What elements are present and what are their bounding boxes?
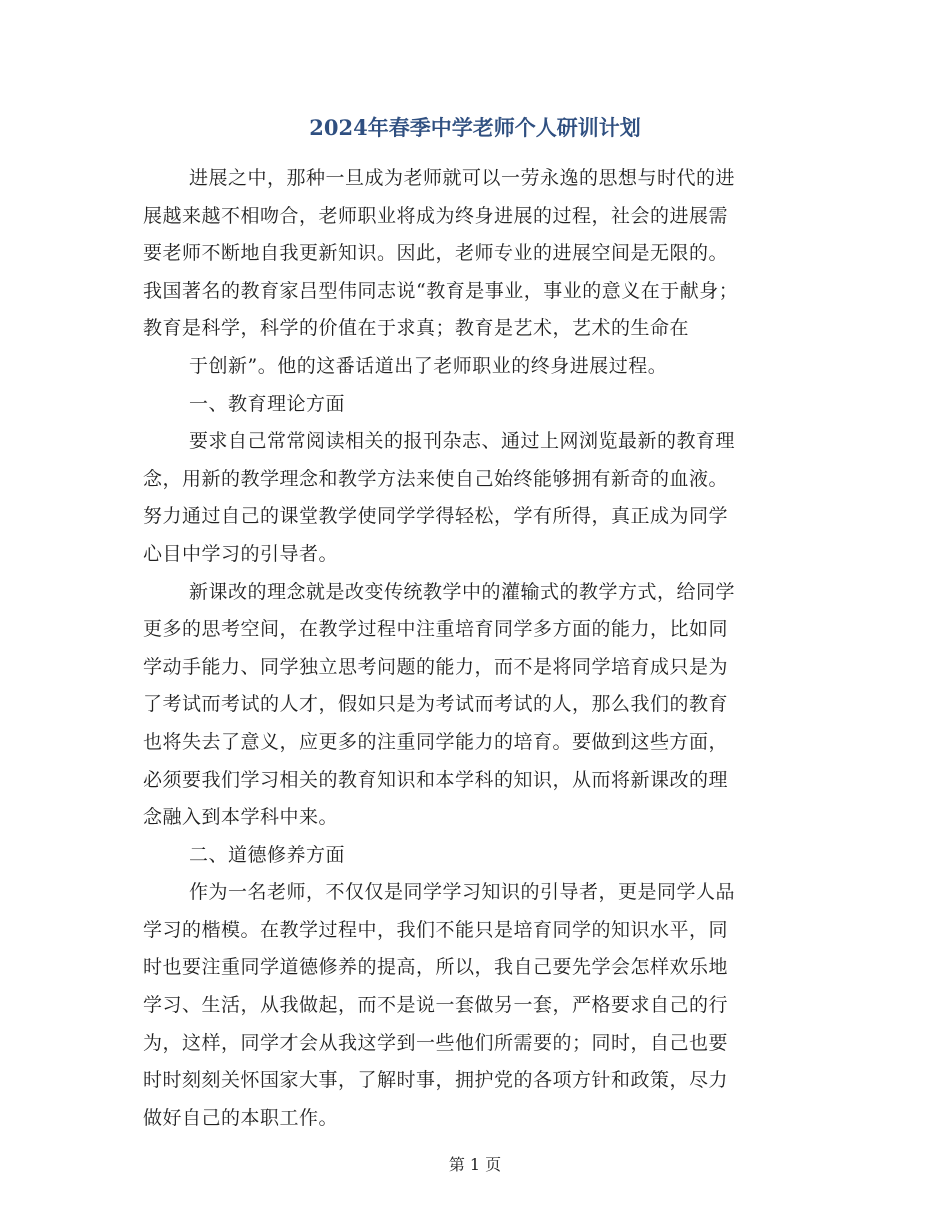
paragraph-line: 时也要注重同学道德修养的提高，所以，我自己要先学会怎样欢乐地: [143, 956, 729, 979]
paragraph-line: 念融入到本学科中来。: [143, 806, 339, 829]
paragraph-line: 我国著名的教育家吕型伟同志说“教育是事业，事业的意义在于献身；: [143, 279, 739, 302]
section-heading: 一、教育理论方面: [189, 392, 346, 415]
section-heading: 二、道德修养方面: [189, 843, 346, 866]
paragraph-line: 心目中学习的引导者。: [143, 542, 339, 565]
paragraph-line: 于创新”。他的这番话道出了老师职业的终身进展过程。: [189, 354, 668, 377]
paragraph-line: 作为一名老师，不仅仅是同学学习知识的引导者，更是同学人品: [189, 881, 736, 904]
paragraph-line: 学动手能力、同学独立思考问题的能力，而不是将同学培育成只是为: [143, 655, 729, 678]
paragraph-line: 念，用新的教学理念和教学方法来使自己始终能够拥有新奇的血液。: [143, 467, 729, 490]
paragraph-line: 新课改的理念就是改变传统教学中的灌输式的教学方式，给同学: [189, 580, 736, 603]
document-body: [143, 160, 813, 1137]
paragraph-line: 要求自己常常阅读相关的报刊杂志、通过上网浏览最新的教育理: [189, 430, 736, 453]
paragraph-line: 教育是科学，科学的价值在于求真；教育是艺术，艺术的生命在: [143, 317, 690, 340]
paragraph-line: 学习、生活，从我做起，而不是说一套做另一套，严格要求自己的行: [143, 994, 729, 1017]
paragraph-line: 展越来越不相吻合，老师职业将成为终身进展的过程，社会的进展需: [143, 204, 729, 227]
page-number: 第 1 页: [448, 1155, 502, 1174]
paragraph-line: 学习的楷模。在教学过程中，我们不能只是培育同学的知识水平，同: [143, 918, 729, 941]
paragraph-line: 了考试而考试的人才，假如只是为考试而考试的人，那么我们的教育: [143, 693, 729, 716]
paragraph-line: 时时刻刻关怀国家大事，了解时事，拥护党的各项方针和政策，尽力: [143, 1069, 729, 1092]
paragraph-line: 为，这样，同学才会从我这学到一些他们所需要的；同时，自己也要: [143, 1031, 729, 1054]
paragraph-line: 要老师不断地自我更新知识。因此，老师专业的进展空间是无限的。: [143, 242, 729, 265]
paragraph-line: 必须要我们学习相关的教育知识和本学科的知识，从而将新课改的理: [143, 768, 729, 791]
paragraph-line: 更多的思考空间，在教学过程中注重培育同学多方面的能力，比如同: [143, 618, 729, 641]
paragraph-line: 努力通过自己的课堂教学使同学学得轻松，学有所得，真正成为同学: [143, 505, 729, 528]
paragraph-line: 也将失去了意义，应更多的注重同学能力的培育。要做到这些方面，: [143, 730, 729, 753]
paragraph-line: 做好自己的本职工作。: [143, 1106, 339, 1129]
paragraph-line: 进展之中，那种一旦成为老师就可以一劳永逸的思想与时代的进: [189, 167, 736, 189]
document-title: 2024年春季中学老师个人研训计划: [309, 115, 641, 140]
